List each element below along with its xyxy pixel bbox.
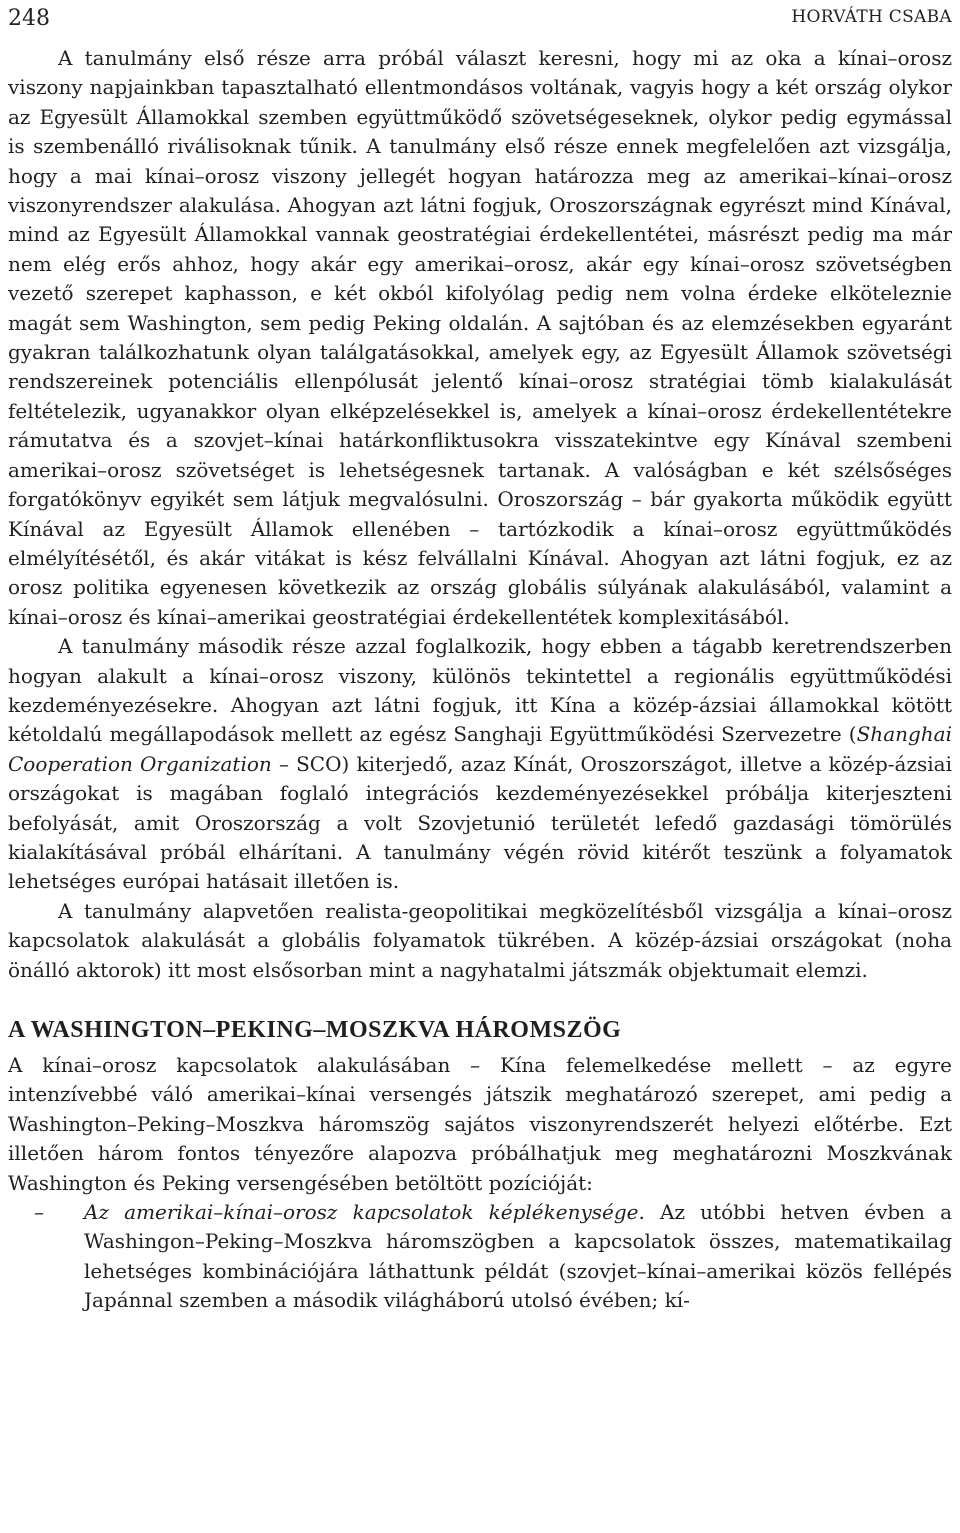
list-item [8,1198,952,1316]
paragraph-1: A tanulmány első része arra próbál választ keresni, hogy mi az oka a kínai–orosz viszony napjainkban tapasztalható ellentmondásos voltának, vagyis hogy a két ország olykor az Egyesült Államokkal szemben együttműködő szövetségeseknek, olykor pedig egymással is szembenálló riválisoknak tűnik. A tanulmány első része ennek megfelelően azt vizsgálja, hogy a mai kínai–orosz viszony jellegét hogyan határozza meg az amerikai–kínai–orosz viszonyrendszer alakulása. Ahogyan azt látni fogjuk, Oroszországnak egyrészt mind Kínával, mind az Egyesült Államokkal vannak geostratégiai érdekellentétei, másrészt pedig ma már nem elég erős ahhoz, hogy akár egy amerikai–orosz, akár egy kínai–orosz szövetségben vezető szerepet kaphasson, e két okból kifolyólag pedig nem volna érdeke elköteleznie magát sem Washington, sem pedig Peking oldalán. A sajtóban és az elemzésekben egyaránt gyakran találkozhatunk olyan találgatásokkal, amelyek egy, az Egyesült Államok szövetségi rendszereinek potenciális ellenpólusát jelentő kínai–orosz stratégiai tömb kialakulását feltételezik, ugyanakkor olyan elképzelésekkel is, amelyek a kínai–orosz érdekellentétekre rámutatva és a szovjet–kínai határkonfliktusokra visszatekintve egy Kínával szembeni amerikai–orosz szövetséget is lehetségesnek tartanak. A valóságban e két szélsőséges forgatókönyv egyikét sem látjuk megvalósulni. Oroszország – bár gyakorta működik együtt Kínával az Egyesült Államok ellenében – tartózkodik a kínai–orosz együttműködés elmélyítésétől, és akár vitákat is kész felvállalni Kínával. Ahogyan azt látni fogjuk, ez az orosz politika egyenesen következik az ország globális súlyának alakulásából, valamint a kínai–orosz és kínai–amerikai geostratégiai érdekellentétek komplexitásából. [8,46,952,629]
dash-list [8,1198,952,1316]
list-item-lead: Az amerikai–kínai–orosz kapcsolatok képlékenysége. [84,1200,645,1225]
organization-name-english: Shanghai Cooperation Organization [8,722,952,776]
paragraph-2-text-a: A tanulmány második része azzal foglalkozik, hogy ebben a tágabb keretrendszerben hogyan alakult a kínai–orosz viszony, különös tekintettel a regionális együttműködési kezdeményezésekre. Ahogyan azt látni fogjuk, itt Kína a közép-ázsiai államokkal kötött kétoldalú megállapodások mellett az egész Sanghaji Együttműködési Szervezetre ( [8,634,952,747]
paragraph-3: A tanulmány alapvetően realista-geopolitikai megközelítésből vizsgálja a kínai–orosz kapcsolatok alakulását a globális folyamatok tükrében. A közép-ázsiai országokat (noha önálló aktorok) itt most elsősorban mint a nagyhatalmi játszmák objektumait elemzi. [8,898,952,982]
page-number: 248 [8,6,50,31]
paragraph-2-text-b: – SCO) kiterjedő, azaz Kínát, Oroszországot, illetve a közép-ázsiai országokat is magában foglaló integrációs kezdeményezésekkel próbálja kiterjeszteni befolyását, amit Oroszország a volt Szovjetunió területét lefedő gazdasági tömörülés kialakításával próbál elhárítani. A tanulmány végén rövid kitérőt teszünk a folyamatok lehetséges európai hatásait illetően is. [8,751,952,894]
paragraph-2 [8,632,952,897]
section-heading: A WASHINGTON–PEKING–MOSZKVA HÁROMSZÖG [8,1017,622,1043]
dash-bullet: – [34,1200,44,1225]
page [8,0,952,1316]
page-header [8,0,952,44]
body-text [8,44,952,1316]
list-item-text: Az utóbbi hetven évben a Washingon–Peking–Moszkva háromszögben a kapcsolatok összes, matematikailag lehetséges kombinációjára láthattunk példát (szovjet–kínai–amerikai közös fellépés Japánnal szemben a második világháború utolsó évében; kí- [84,1200,952,1313]
running-head: HORVÁTH CSABA [791,7,952,27]
section-intro: A kínai–orosz kapcsolatok alakulásában – Kína felemelkedése mellett – az egyre intenzívebbé váló amerikai–kínai versengés játszik meghatározó szerepet, ami pedig a Washington–Peking–Moszkva háromszög sajátos viszonyrendszerét helyezi előtérbe. Ezt illetően három fontos tényezőre alapozva próbálhatjuk meg meghatározni Moszkvának Washington és Peking versengésében betöltött pozícióját: [8,1053,952,1195]
